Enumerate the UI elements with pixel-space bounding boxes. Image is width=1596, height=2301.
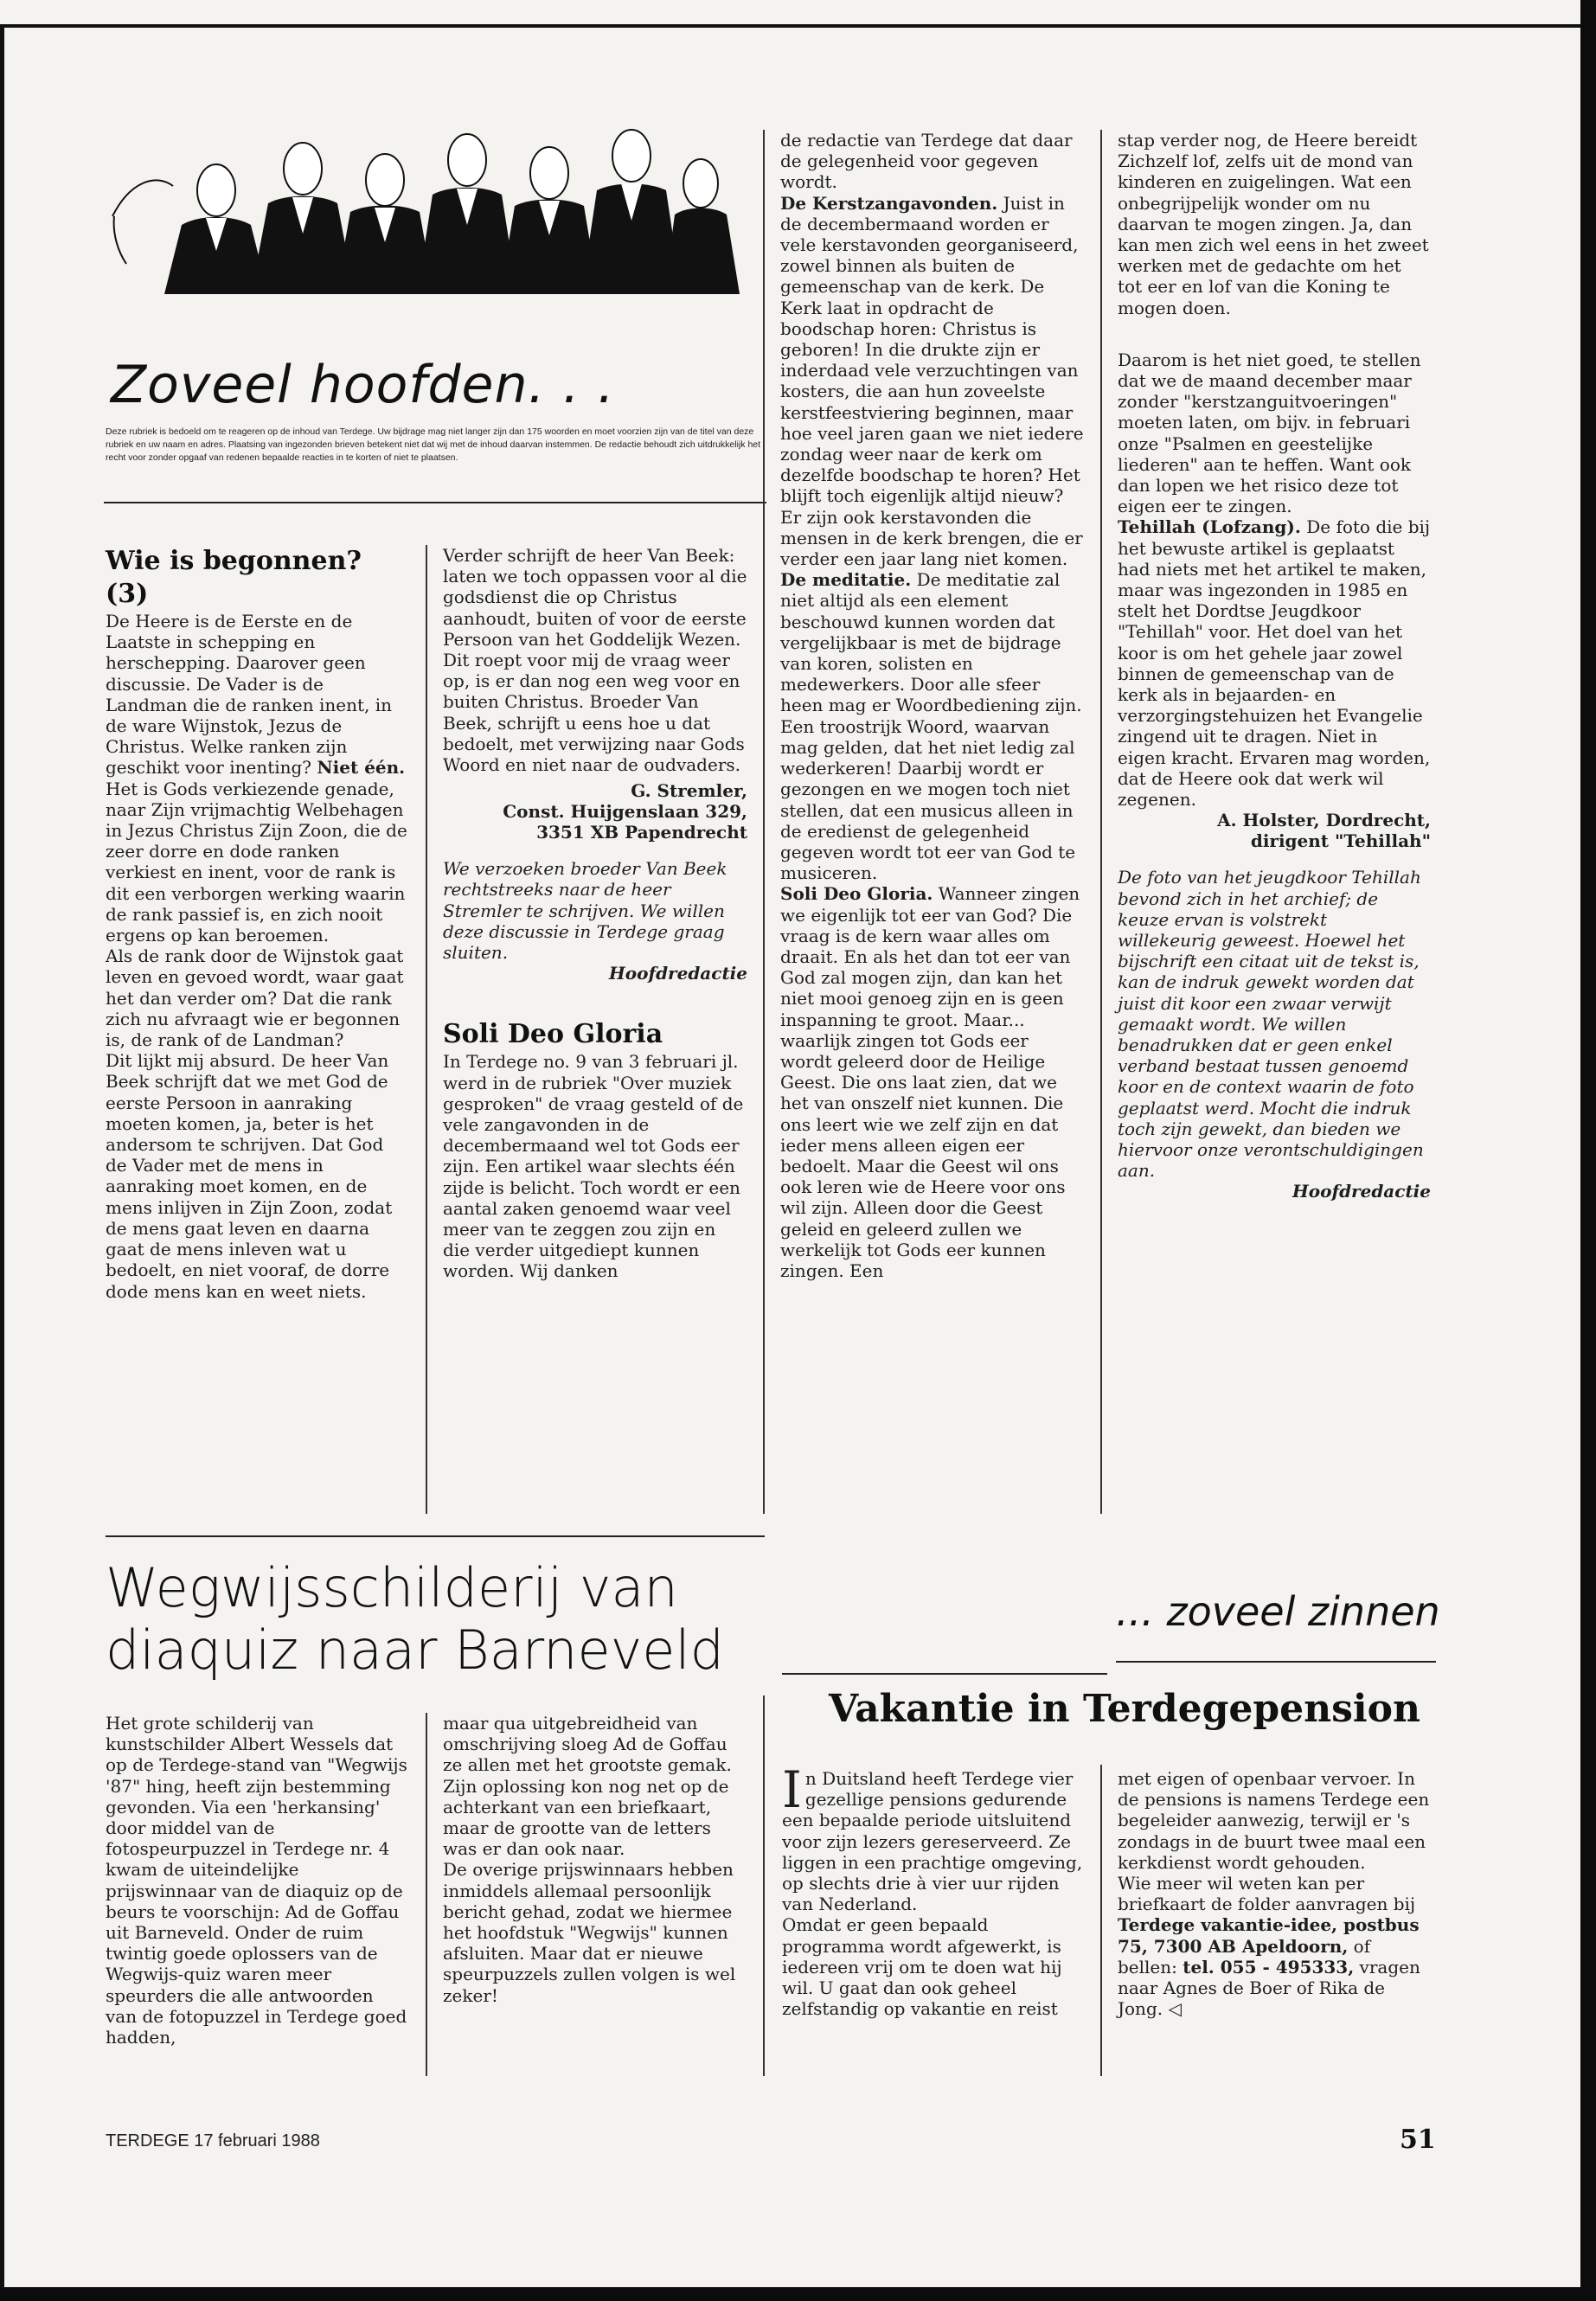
rubric-title: Zoveel hoofden. . . <box>111 355 615 415</box>
paragraph: met eigen of openbaar vervoer. In de pensions is namens Terdege een begeleider aanwezig, terwijl er 's zondags in de buurt twee maal een kerkdienst wordt gehouden. <box>1118 1768 1430 1873</box>
body-text: De Heere is de Eerste en de Laatste in schepping en herschepping. Daarover geen discussie. De Vader is de Landman die de ranken inent, in de ware Wijnstok, Jezus de Christus. Welke ranken zijn geschikt voor inenting? <box>106 611 392 779</box>
drop-cap: I <box>782 1760 802 1819</box>
keyword: tel. 055 - 495333, <box>1183 1956 1355 1977</box>
keyword: Tehillah (Lofzang). <box>1118 516 1301 538</box>
article-wegwijs-col1 <box>106 1713 410 2048</box>
signature-address: 3351 XB Papendrecht <box>536 822 747 843</box>
article-wie-is-begonnen-col1 <box>106 545 410 1302</box>
column-divider <box>763 1695 765 2076</box>
silhouette-figure <box>336 154 434 294</box>
keyword: De meditatie. <box>780 569 912 591</box>
keyword: Terdege vakantie-idee, postbus 75, 7300 AB Apeldoorn, <box>1118 1914 1420 1957</box>
keyword: De Kerstzangavonden. <box>780 192 998 214</box>
paragraph: maar qua uitgebreidheid van omschrijving sloeg Ad de Goffau ze allen met het grootste gemak. Zijn oplossing kon nog net op de achterkant van een briefkaart, maar de grootte van de letters was er dan ook naar. <box>443 1713 732 1860</box>
column-divider <box>1100 1765 1102 2076</box>
column-divider <box>426 545 427 1514</box>
rubric-closing: ... zoveel zinnen <box>1116 1588 1440 1635</box>
body-text: vragen naar Agnes de Boer of Rika de Jong. ◁ <box>1118 1956 1420 2020</box>
article-vakantie-col2 <box>1118 1768 1431 2019</box>
column-divider <box>426 1713 427 2076</box>
body-text: Wanneer zingen we eigenlijk tot eer van God? Die vraag is de kern waar alles om draait. En als het dan tot eer van God zal mogen zijn, dan kan het niet mooi genoeg zijn en is geen inspanning te groot. Maar... waarlijk zingen tot Gods eer wordt geleerd door de Heilige Geest. Die ons laat zien, dat we het van onszelf niet kunnen. Die ons leert wie we zelf zijn en dat ieder mens alleen eigen eer bedoelt. Maar die Geest wil ons ook leren wie de Heere voor ons wil zijn. Alleen door die Geest geleid en geleerd zullen we werkelijk tot Gods eer kunnen zingen. Een <box>780 883 1080 1281</box>
signature-role: dirigent "Tehillah" <box>1250 830 1431 852</box>
editor-signature: Hoofdredactie <box>608 963 747 984</box>
paragraph: Verder schrijft de heer Van Beek: laten we toch oppassen voor al die godsdienst die op Christus aanhoudt, buiten of voor de eerste Persoon van het Goddelijk Wezen. Dit roept voor mij de vraag weer op, is er dan nog een weg voor en buiten Christus. Broeder Van Beek, schrijft u eens hoe u dat bedoelt, met verwijzing naar Gods Woord en niet naar de oudvaders. <box>443 545 747 776</box>
paragraph: De overige prijswinnaars hebben inmiddels allemaal persoonlijk bericht gehad, zodat we hiermee het hoofdstuk "Wegwijs" kunnen afsluiten. Maar dat er nieuwe speurpuzzels zullen volgen is wel zeker! <box>443 1859 736 2006</box>
paragraph <box>1118 1873 1431 2019</box>
body-text: n Duitsland heeft Terdege vier gezellige pensions gedurende een bepaalde periode uitsluitend voor zijn lezers gereserveerd. Ze liggen in een prachtige omgeving, op slechts drie à vier uur rijden van Nederland. <box>782 1768 1083 1915</box>
paragraph <box>782 1760 1086 1915</box>
paragraph <box>780 193 1085 570</box>
silhouette-figure <box>164 164 268 294</box>
page-number: 51 <box>1400 2125 1436 2155</box>
page-border-left <box>0 24 4 2301</box>
signature-name: G. Stremler, <box>631 780 747 802</box>
divider <box>106 1535 765 1537</box>
divider <box>782 1673 1107 1675</box>
editor-note: De foto van het jeugdkoor Tehillah bevond zich in het archief; de keuze ervan is volstrekt willekeurig geweest. Hoewel het bijschrift een citaat uit de tekst is, kan de indruk gewekt worden dat juist dit koor een zwaar verwijt gemaakt wordt. We willen benadrukken dat er geen enkel verband bestaat tussen genoemd koor en de context waarin de foto geplaatst werd. Mocht die indruk toch zijn gewekt, dan bieden we hiervoor onze verontschuldigingen aan. <box>1118 867 1424 1182</box>
page-border-bottom <box>0 2287 1596 2301</box>
article-heading: Vakantie in Terdegepension <box>829 1687 1420 1731</box>
article-heading: Wie is begonnen? (3) <box>106 546 362 609</box>
paragraph: stap verder nog, de Heere bereidt Zichzelf lof, zelfs uit de mond van kinderen en zuigelingen. Wat een onbegrijpelijk wonder om nu daarvan te mogen zingen. Ja, dan kan men zich wel eens in het zweet werken met de gedachte om het tot eer en lof van die Koning te mogen doen. <box>1118 130 1429 318</box>
paragraph: Dit lijkt mij absurd. De heer Van Beek schrijft dat we met God de eerste Persoon in aanraking moeten komen, ja, beter is het andersom te schrijven. Dat God de Vader met de mens in aanraking moet komen, en de mens inlijven in Zijn Zoon, zodat de mens gaat leven en daarna gaat de mens inleven wat u bedoelt, en niet vooraf, de dorre dode mens kan en weet niets. <box>106 1050 393 1302</box>
article-heading: Soli Deo Gloria <box>443 1019 663 1050</box>
paragraph: Als de rank door de Wijnstok gaat leven en gevoed wordt, waar gaat het dan verder om? Dat die rank zich nu afvraagt wie er begonnen is, de rank of de Landman? <box>106 945 404 1051</box>
keyword: Niet één. <box>317 757 406 779</box>
paragraph: In Terdege no. 9 van 3 februari jl. werd in de rubriek "Over muziek gesproken" de vraag gesteld of de vele zangavonden in de decembermaand wel tot Gods eer zijn. Een artikel waar slechts één zijde is belicht. Toch wordt er een aantal zaken genoemd waar veel meer van te zeggen zou zijn en die verder uitgediept kunnen worden. Wij danken <box>443 1051 744 1282</box>
signature-name: A. Holster, Dordrecht, <box>1217 810 1431 831</box>
keyword: Soli Deo Gloria. <box>780 883 933 905</box>
paragraph <box>106 611 410 945</box>
page-border-right <box>1580 0 1596 2301</box>
column-divider <box>763 130 765 1514</box>
silhouette-figure <box>664 159 740 294</box>
paragraph <box>1118 516 1431 810</box>
body-text: De foto die bij het bewuste artikel is geplaatst had niets met het artikel te maken, maar was ingezonden in 1985 en stelt het Dordtse Jeugdkoor "Tehillah" voor. Het doel van het koor is om het gehele jaar zowel binnen de gemeenschap van de kerk als in bejaarden- en verzorgingstehuizen het Evangelie zingend uit te dragen. Niet in eigen kracht. Ervaren mag worden, dat de Heere ook dat werk wil zegenen. <box>1118 516 1431 811</box>
page-border-top <box>0 24 1596 28</box>
signature-address: Const. Huijgenslaan 329, <box>503 801 747 823</box>
silhouette-figure <box>500 147 599 294</box>
footer-publication: TERDEGE 17 februari 1988 <box>106 2131 320 2150</box>
article-heading: Wegwijsschilderij van diaquiz naar Barneveld <box>106 1556 725 1682</box>
article-soli-deo-gloria-col4 <box>1118 130 1431 1202</box>
body-text: Juist in de decembermaand worden er vele kerstavonden georganiseerd, zowel binnen als buiten de gemeenschap van de kerk. De Kerk laat in opdracht de boodschap horen: Christus is geboren! In die drukte zijn er inderdaad vele verzuchtingen van kosters, die aan hun zoveelste kerstfeestviering beginnen, maar hoe veel jaren gaan we niet iedere zondag weer naar de kerk om dezelfde boodschap te horen? Het blijft toch eigenlijk altijd nieuw? Er zijn ook kerstavonden die mensen in de kerk brengen, die er verder een jaar lang niet komen. <box>780 192 1084 570</box>
paragraph: Daarom is het niet goed, te stellen dat we de maand december maar zonder "kerstzanguitvoeringen" moeten laten, om bijv. in februari onze "Psalmen en geestelijke liederen" aan te heffen. Want ook dan lopen we het risico deze tot eigen eer te zingen. <box>1118 349 1421 517</box>
article-vakantie-col1 <box>782 1760 1086 2020</box>
body-text: Het is Gods verkiezende genade, naar Zijn vrijmachtig Welbehagen in Jezus Christus Zijn Zoon, die de zeer dorre en dode ranken verkiest en inent, voor de rank is dit een verborgen werking waarin de rank passief is, en zich nooit ergens op kan beroemen. <box>106 778 407 946</box>
rubric-note: Deze rubriek is bedoeld om te reageren op de inhoud van Terdege. Uw bijdrage mag niet langer zijn dan 175 woorden en moet voorzien zijn van de titel van deze rubriek en uw naam en adres. Plaatsing van ingezonden brieven betekent niet dat wij met de inhoud daarvan instemmen. De redactie behoudt zich uitdrukkelijk het recht voor zonder opgaaf van redenen bepaalde reacties in te korten of niet te plaatsen. <box>106 426 761 463</box>
body-text: of bellen: <box>1118 1935 1371 1977</box>
paragraph <box>780 883 1085 1281</box>
paragraph: Het grote schilderij van kunstschilder Albert Wessels dat op de Terdege-stand van "Wegwijs '87" hing, heeft zijn bestemming gevonden. Via een 'herkansing' door middel van de fotospeurpuzzel in Terdege nr. 4 kwam de uiteindelijke prijswinnaar van de diaquiz op de beurs te voorschijn: Ad de Goffau uit Barneveld. Onder de ruim twintig goede oplossers van de Wegwijs-quiz waren meer speurders die alle antwoorden van de fotopuzzel in Terdege goed hadden, <box>106 1713 407 2048</box>
article-wegwijs-col2 <box>443 1713 747 2006</box>
editor-signature: Hoofdredactie <box>1292 1181 1431 1202</box>
divider <box>1116 1661 1436 1663</box>
article-soli-deo-gloria-col3 <box>780 130 1085 1281</box>
editor-note: We verzoeken broeder Van Beek rechtstreeks naar de heer Stremler te schrijven. We willen deze discussie in Terdege graag sluiten. <box>443 858 727 964</box>
paragraph: de redactie van Terdege dat daar de gelegenheid voor gegeven wordt. <box>780 130 1073 193</box>
paragraph: Omdat er geen bepaald programma wordt afgewerkt, is iedereen vrij om te doen wat hij wil. U gaat dan ook geheel zelfstandig op vakantie en reist <box>782 1914 1062 2020</box>
divider <box>104 502 766 503</box>
article-wie-is-begonnen-col2 <box>443 545 747 1282</box>
body-text: Wie meer wil weten kan per briefkaart de folder aanvragen bij <box>1118 1873 1416 1915</box>
silhouette-figure <box>581 130 682 294</box>
body-text: De meditatie zal niet altijd als een element beschouwd kunnen worden dat vergelijkbaar is met de bijdrage van koren, solisten en medewerkers. Door alle sfeer heen mag er Woordbediening zijn. Een troostrijk Woord, waarvan mag gelden, dat het niet ledig zal wederkeren! Daarbij wordt er gezongen en we mogen toch niet stellen, dat een musicus alleen in de eredienst de gelegenheid gegeven wordt tot eer van God te musiceren. <box>780 569 1082 884</box>
paragraph <box>780 569 1085 883</box>
silhouette-figure <box>251 143 355 294</box>
column-divider <box>1100 130 1102 1514</box>
silhouette-figure <box>417 134 517 294</box>
